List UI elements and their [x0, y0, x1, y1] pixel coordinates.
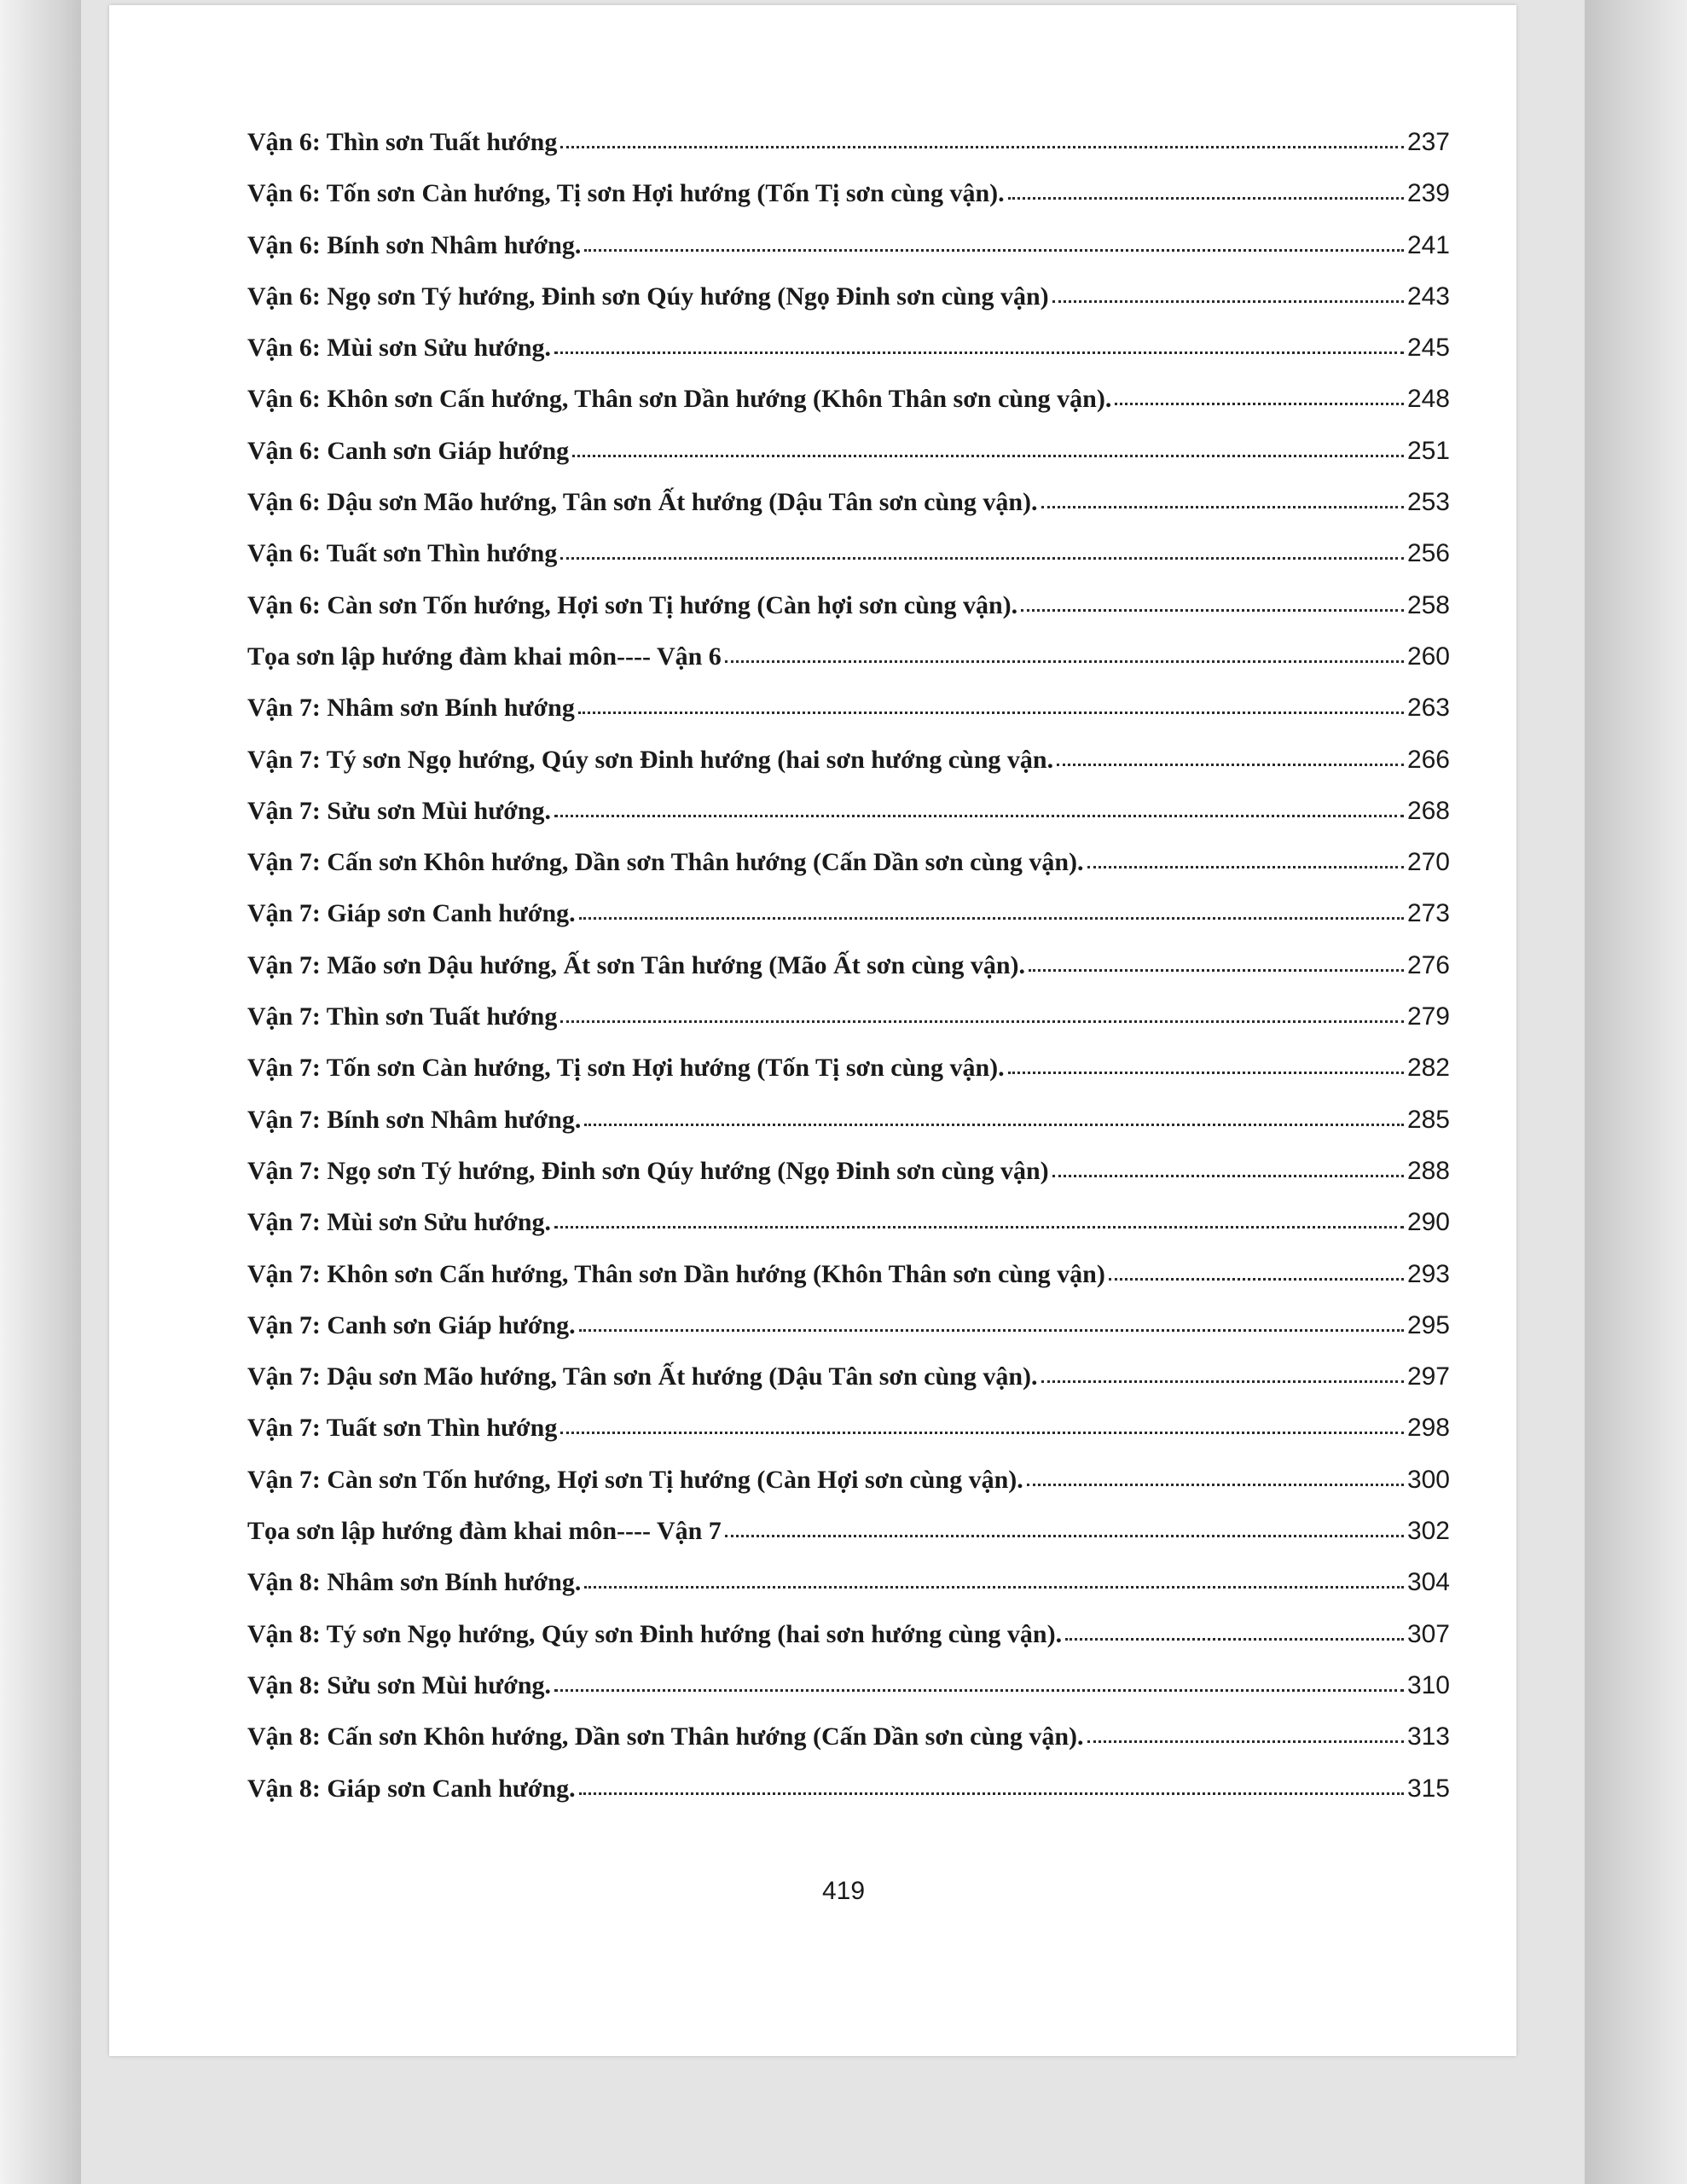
toc-entry-title: Vận 7: Khôn sơn Cấn hướng, Thân sơn Dần hướng (Khôn Thân sơn cùng vận) — [247, 1259, 1105, 1288]
toc-entry-page: 268 — [1406, 796, 1450, 825]
toc-entry-title: Vận 7: Thìn sơn Tuất hướng — [247, 1002, 558, 1031]
dot-leader — [584, 1124, 1404, 1126]
toc-entry-title: Vận 7: Tý sơn Ngọ hướng, Qúy sơn Đinh hướng (hai sơn hướng cùng vận. — [247, 745, 1054, 774]
toc-entry-title: Vận 8: Nhâm sơn Bính hướng. — [247, 1568, 582, 1597]
toc-entry-title: Vận 6: Tốn sơn Càn hướng, Tị sơn Hợi hướng (Tốn Tị sơn cùng vận). — [247, 179, 1005, 208]
scan-margin-right — [1585, 0, 1687, 2184]
dot-leader — [725, 660, 1404, 663]
toc-entry-title: Vận 6: Dậu sơn Mão hướng, Tân sơn Ất hướng (Dậu Tân sơn cùng vận). — [247, 488, 1038, 517]
dot-leader — [554, 1689, 1404, 1692]
toc-entry-page: 295 — [1406, 1310, 1450, 1339]
toc-entry[interactable] — [247, 1568, 1450, 1619]
dot-leader — [1021, 609, 1404, 612]
toc-entry-title: Vận 6: Tuất sơn Thìn hướng — [247, 539, 558, 568]
toc-entry-page: 304 — [1406, 1568, 1450, 1597]
toc-entry[interactable] — [247, 1157, 1450, 1208]
toc-entry-title: Vận 8: Sửu sơn Mùi hướng. — [247, 1670, 552, 1699]
toc-entry[interactable] — [247, 797, 1450, 848]
toc-entry-title: Vận 7: Tuất sơn Thìn hướng — [247, 1414, 558, 1443]
dot-leader — [1029, 969, 1404, 972]
toc-entry-title: Vận 6: Mùi sơn Sửu hướng. — [247, 334, 552, 363]
dot-leader — [1115, 403, 1404, 405]
toc-entry-page: 313 — [1406, 1722, 1450, 1751]
toc-entry-page: 279 — [1406, 1002, 1450, 1031]
toc-entry-title: Vận 6: Bính sơn Nhâm hướng. — [247, 230, 582, 259]
toc-entry-title: Vận 7: Ngọ sơn Tý hướng, Đinh sơn Qúy hướng (Ngọ Đinh sơn cùng vận) — [247, 1156, 1049, 1185]
toc-entry[interactable] — [247, 899, 1450, 950]
toc-entry-title: Vận 7: Cấn sơn Khôn hướng, Dần sơn Thân hướng (Cấn Dần sơn cùng vận). — [247, 848, 1084, 877]
toc-entry-page: 263 — [1406, 694, 1450, 723]
toc-entry-title: Vận 8: Giáp sơn Canh hướng. — [247, 1774, 576, 1803]
dot-leader — [1052, 1175, 1404, 1177]
toc-entry-page: 270 — [1406, 848, 1450, 877]
toc-entry[interactable] — [247, 1414, 1450, 1465]
dot-leader — [579, 917, 1404, 920]
toc-entry[interactable] — [247, 179, 1450, 230]
toc-entry[interactable] — [247, 1671, 1450, 1722]
toc-entry-title: Vận 7: Sửu sơn Mùi hướng. — [247, 796, 552, 825]
toc-entry[interactable] — [247, 1106, 1450, 1157]
toc-entry-title: Vận 7: Mùi sơn Sửu hướng. — [247, 1208, 552, 1237]
dot-leader — [554, 1226, 1404, 1228]
toc-entry-page: 298 — [1406, 1414, 1450, 1443]
toc-entry[interactable] — [247, 1722, 1450, 1774]
page-number: 419 — [821, 1877, 866, 1905]
toc-entry[interactable] — [247, 539, 1450, 590]
toc-entry-title: Vận 8: Tý sơn Ngọ hướng, Qúy sơn Đinh hướng (hai sơn hướng cùng vận). — [247, 1619, 1063, 1648]
toc-entry[interactable] — [247, 642, 1450, 694]
toc-entry-page: 290 — [1406, 1208, 1450, 1237]
toc-entry-page: 293 — [1406, 1259, 1450, 1288]
toc-entry-page: 243 — [1406, 282, 1450, 311]
toc-entry[interactable] — [247, 1054, 1450, 1105]
dot-leader — [1052, 300, 1404, 303]
toc-entry-page: 285 — [1406, 1105, 1450, 1134]
toc-entry-page: 239 — [1406, 179, 1450, 208]
toc-entry-page: 282 — [1406, 1054, 1450, 1083]
dot-leader — [725, 1535, 1404, 1537]
dot-leader — [554, 815, 1404, 817]
toc-entry[interactable] — [247, 848, 1450, 899]
toc-entry[interactable] — [247, 231, 1450, 282]
toc-entry[interactable] — [247, 746, 1450, 797]
scan-margin-left — [0, 0, 81, 2184]
toc-entry-title: Vận 7: Càn sơn Tốn hướng, Hợi sơn Tị hướng (Càn Hợi sơn cùng vận). — [247, 1465, 1023, 1494]
toc-entry-title: Vận 6: Ngọ sơn Tý hướng, Đinh sơn Qúy hướng (Ngọ Đinh sơn cùng vận) — [247, 282, 1049, 311]
toc-entry[interactable] — [247, 694, 1450, 745]
toc-entry-page: 253 — [1406, 488, 1450, 517]
toc-entry-page: 310 — [1406, 1670, 1450, 1699]
dot-leader — [1109, 1278, 1404, 1281]
toc-entry-page: 260 — [1406, 642, 1450, 671]
toc-entry[interactable] — [247, 1774, 1450, 1826]
dot-leader — [579, 1792, 1404, 1795]
toc-entry-page: 273 — [1406, 899, 1450, 928]
toc-entry-page: 256 — [1406, 539, 1450, 568]
toc-entry-page: 245 — [1406, 334, 1450, 363]
toc-entry-title: Tọa sơn lập hướng đàm khai môn---- Vận 6 — [247, 642, 722, 671]
toc-entry-title: Vận 8: Cấn sơn Khôn hướng, Dần sơn Thân hướng (Cấn Dần sơn cùng vận). — [247, 1722, 1084, 1751]
toc-entry-title: Vận 7: Tốn sơn Càn hướng, Tị sơn Hợi hướng (Tốn Tị sơn cùng vận). — [247, 1054, 1005, 1083]
dot-leader — [1087, 1740, 1404, 1743]
dot-leader — [560, 146, 1404, 148]
toc-entry-title: Vận 6: Thìn sơn Tuất hướng — [247, 128, 558, 156]
dot-leader — [560, 1432, 1404, 1434]
toc-entry[interactable] — [247, 951, 1450, 1002]
toc-entry[interactable] — [247, 1466, 1450, 1517]
dot-leader — [572, 455, 1404, 457]
dot-leader — [1057, 764, 1404, 766]
dot-leader — [1008, 197, 1404, 200]
toc-entry[interactable] — [247, 385, 1450, 436]
toc-entry-page: 300 — [1406, 1465, 1450, 1494]
dot-leader — [1041, 506, 1404, 508]
toc-entry-title: Vận 7: Mão sơn Dậu hướng, Ất sơn Tân hướng (Mão Ất sơn cùng vận). — [247, 950, 1026, 979]
toc-entry-page: 251 — [1406, 436, 1450, 465]
toc-entry-title: Vận 7: Dậu sơn Mão hướng, Tân sơn Ất hướng (Dậu Tân sơn cùng vận). — [247, 1362, 1038, 1391]
toc-entry[interactable] — [247, 128, 1450, 179]
toc-entry-page: 315 — [1406, 1774, 1450, 1803]
toc-entry[interactable] — [247, 1620, 1450, 1671]
toc-entry[interactable] — [247, 1208, 1450, 1259]
toc-entry-page: 302 — [1406, 1517, 1450, 1546]
toc-entry-title: Tọa sơn lập hướng đàm khai môn---- Vận 7 — [247, 1517, 722, 1546]
toc-entry-title: Vận 7: Giáp sơn Canh hướng. — [247, 899, 576, 928]
dot-leader — [1087, 866, 1404, 868]
dot-leader — [554, 351, 1404, 354]
dot-leader — [560, 557, 1404, 560]
toc-entry[interactable] — [247, 1517, 1450, 1568]
toc-entry-page: 258 — [1406, 590, 1450, 619]
toc-entry-page: 241 — [1406, 230, 1450, 259]
toc-entry-page: 297 — [1406, 1362, 1450, 1391]
toc-entry[interactable] — [247, 437, 1450, 488]
toc-entry-title: Vận 6: Khôn sơn Cấn hướng, Thân sơn Dần hướng (Khôn Thân sơn cùng vận). — [247, 385, 1112, 414]
dot-leader — [579, 1329, 1404, 1332]
toc-entry-title: Vận 7: Nhâm sơn Bính hướng — [247, 694, 575, 723]
dot-leader — [1065, 1638, 1404, 1641]
toc-entry-title: Vận 7: Canh sơn Giáp hướng. — [247, 1310, 576, 1339]
dot-leader — [1041, 1380, 1404, 1383]
dot-leader — [560, 1020, 1404, 1023]
toc-entry[interactable] — [247, 591, 1450, 642]
toc-entry[interactable] — [247, 1260, 1450, 1311]
table-of-contents — [247, 128, 1450, 1826]
dot-leader — [1027, 1484, 1404, 1486]
toc-entry-title: Vận 6: Càn sơn Tốn hướng, Hợi sơn Tị hướng (Càn hợi sơn cùng vận). — [247, 590, 1018, 619]
toc-entry[interactable] — [247, 282, 1450, 334]
toc-entry[interactable] — [247, 488, 1450, 539]
toc-entry-page: 266 — [1406, 745, 1450, 774]
dot-leader — [578, 712, 1404, 714]
toc-entry[interactable] — [247, 1362, 1450, 1414]
dot-leader — [1008, 1072, 1404, 1074]
toc-entry-page: 288 — [1406, 1156, 1450, 1185]
dot-leader — [584, 1586, 1404, 1589]
toc-entry[interactable] — [247, 1002, 1450, 1054]
toc-entry-page: 276 — [1406, 950, 1450, 979]
toc-entry-page: 237 — [1406, 128, 1450, 156]
toc-entry-title: Vận 6: Canh sơn Giáp hướng — [247, 436, 570, 465]
toc-entry-page: 307 — [1406, 1619, 1450, 1648]
toc-entry[interactable] — [247, 334, 1450, 385]
toc-entry[interactable] — [247, 1311, 1450, 1362]
toc-entry-title: Vận 7: Bính sơn Nhâm hướng. — [247, 1105, 582, 1134]
toc-entry-page: 248 — [1406, 385, 1450, 414]
dot-leader — [584, 249, 1404, 252]
